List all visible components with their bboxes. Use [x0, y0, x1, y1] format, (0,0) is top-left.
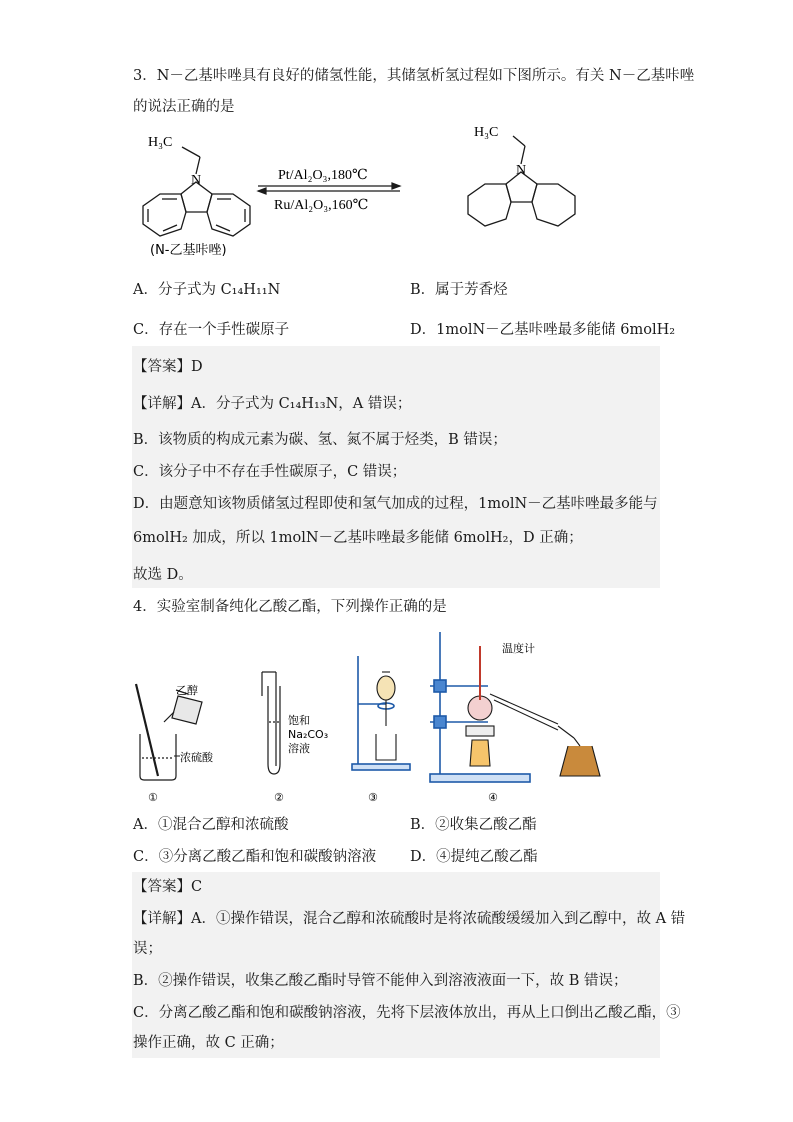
q3-stem-line2: 的说法正确的是 — [133, 99, 235, 115]
left-n-atom: N — [191, 173, 202, 188]
label-na2co3: Na₂CO₃ — [288, 728, 329, 741]
label-saturated: 饱和 — [288, 714, 310, 727]
q3-explanation-4: D．由题意知该物质储氢过程即使和氢气加成的过程，1molN－乙基咔唑最多能与 — [133, 496, 658, 512]
q4-explanation-3: B．②操作错误，收集乙酸乙酯时导管不能伸入到溶液液面一下，故 B 错误； — [133, 973, 628, 989]
q4-explanation-5: 操作正确，故 C 正确； — [133, 1035, 284, 1051]
left-h3c: H₃C — [148, 135, 173, 150]
right-h3c: H₃C — [474, 125, 499, 140]
label-thermometer: 温度计 — [502, 642, 535, 655]
label-n3: ③ — [368, 791, 378, 804]
label-n1: ① — [148, 791, 158, 804]
apparatus-1-beaker — [136, 684, 202, 780]
left-compound-name: (N-乙基咔唑) — [150, 243, 227, 258]
q4-option-b[interactable]: B．②收集乙酸乙酯 — [410, 817, 537, 833]
forward-condition: Pt/Al₂O₃,180℃ — [278, 168, 368, 183]
q4-option-c[interactable]: C．③分离乙酸乙酯和饱和碳酸钠溶液 — [133, 849, 377, 865]
q4-explanation-1: 【详解】A．①操作错误，混合乙醇和浓硫酸时是将浓硫酸缓缓加入到乙醇中，故 A 错 — [133, 911, 686, 927]
q4-option-d[interactable]: D．④提纯乙酸乙酯 — [410, 849, 538, 865]
q4-solution-box — [132, 872, 660, 1058]
q3-option-c[interactable]: C．存在一个手性碳原子 — [133, 322, 290, 338]
q3-explanation-1: 【详解】A．分子式为 C₁₄H₁₃N，A 错误； — [133, 396, 412, 412]
q4-explanation-4: C．分离乙酸乙酯和饱和碳酸钠溶液，先将下层液体放出，再从上口倒出乙酸乙酯，③ — [133, 1005, 681, 1021]
q3-explanation-5: 6molH₂ 加成，所以 1molN－乙基咔唑最多能储 6molH₂，D 正确； — [133, 530, 583, 546]
q3-reaction-diagram — [130, 124, 590, 264]
equilibrium-arrows — [258, 183, 400, 194]
right-n-atom: N — [516, 163, 527, 178]
q4-answer: 【答案】C — [133, 879, 203, 895]
q3-option-a[interactable]: A．分子式为 C₁₄H₁₁N — [133, 282, 281, 298]
q3-explanation-2: B．该物质的构成元素为碳、氢、氮不属于烃类，B 错误； — [133, 432, 507, 448]
reverse-condition: Ru/Al₂O₃,160℃ — [274, 198, 369, 213]
label-conc-sulfuric: 浓硫酸 — [180, 751, 213, 764]
label-n2: ② — [274, 791, 284, 804]
carbazole-structure — [143, 147, 250, 236]
label-solution: 溶液 — [288, 742, 310, 755]
apparatus-3-separatory-funnel — [352, 656, 410, 770]
q4-stem: 4．实验室制备纯化乙酸乙酯，下列操作正确的是 — [133, 599, 447, 615]
q3-stem-line1: 3．N－乙基咔唑具有良好的储氢性能，其储氢析氢过程如下图所示。有关 N－乙基咔唑 — [133, 68, 695, 84]
q4-apparatus-figure — [128, 626, 608, 806]
q3-explanation-6: 故选 D。 — [133, 567, 193, 583]
apparatus-2-test-tube — [262, 672, 280, 774]
label-n4: ④ — [488, 791, 498, 804]
q3-option-b[interactable]: B．属于芳香烃 — [410, 282, 508, 298]
q3-explanation-3: C．该分子中不存在手性碳原子，C 错误； — [133, 464, 407, 480]
q3-answer: 【答案】D — [133, 359, 203, 375]
label-ethanol: 乙醇 — [176, 684, 198, 697]
perhydrocarbazole-structure — [468, 136, 575, 226]
q4-option-a[interactable]: A．①混合乙醇和浓硫酸 — [133, 817, 289, 833]
q4-explanation-2: 误； — [133, 941, 162, 957]
q3-option-d[interactable]: D．1molN－乙基咔唑最多能储 6molH₂ — [410, 322, 676, 338]
